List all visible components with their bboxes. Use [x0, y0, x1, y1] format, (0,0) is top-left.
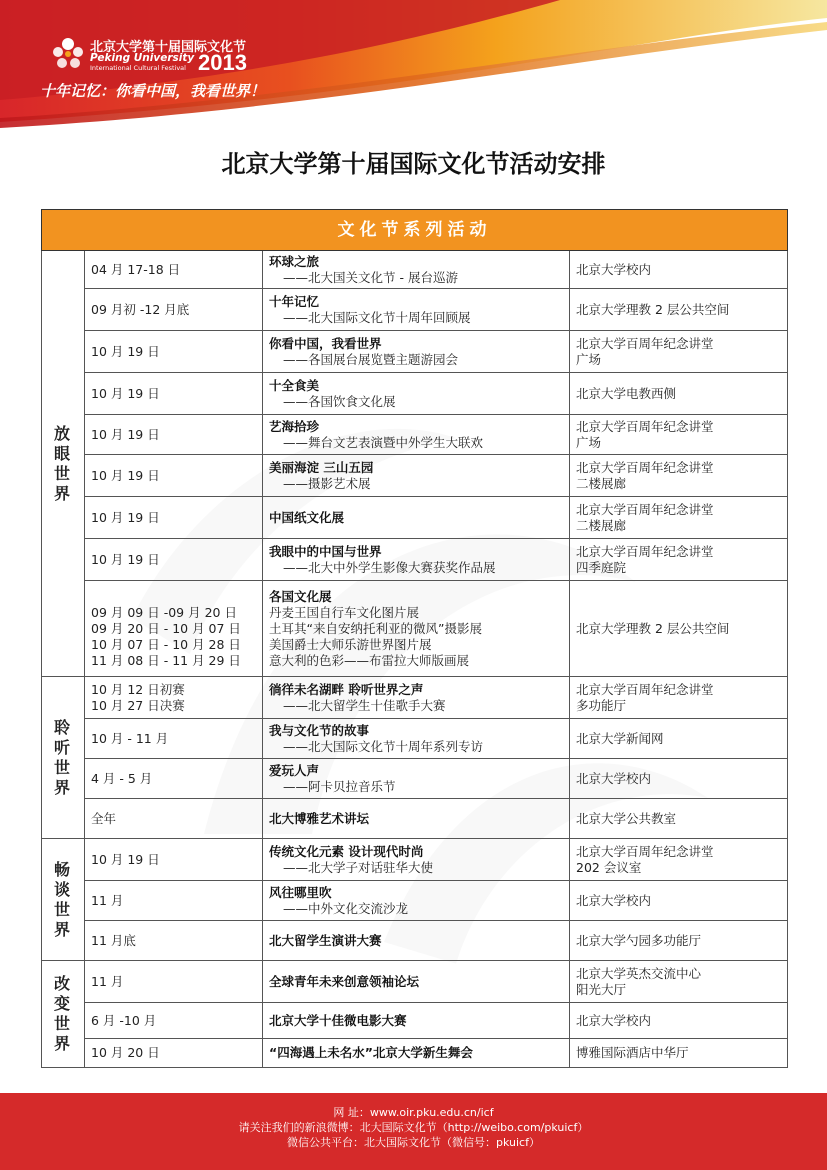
footer-weibo: 请关注我们的新浪微博：北大国际文化节（http://weibo.com/pkuicf）	[238, 1121, 589, 1134]
date-line: 10 月 19 日	[91, 343, 160, 359]
location-line: 博雅国际酒店中华厅	[576, 1045, 689, 1060]
date-cell	[85, 455, 263, 497]
activity-title: 传统文化元素 设计现代时尚	[269, 843, 424, 859]
date-cell	[85, 677, 263, 719]
date-cell	[85, 415, 263, 455]
location-cell	[570, 497, 788, 539]
table-row	[42, 539, 788, 581]
date-line: 4 月 - 5 月	[91, 770, 153, 786]
activity-title: 北京大学十佳微电影大赛	[269, 1012, 407, 1028]
location-line: 北京大学百周年纪念讲堂	[576, 681, 714, 697]
location-line: 北京大学百周年纪念讲堂	[576, 501, 714, 517]
table-row	[42, 799, 788, 839]
category-label: 改变世界	[54, 974, 73, 1053]
location-line: 北京大学校内	[576, 261, 652, 277]
date-line: 10 月 12 日初赛	[91, 681, 185, 697]
location-line: 北京大学理教 2 层公共空间	[576, 301, 730, 317]
date-line: 10 月 19 日	[91, 385, 160, 401]
table-row	[42, 497, 788, 539]
location-line: 多功能厅	[576, 697, 627, 713]
category-label: 放眼世界	[54, 423, 73, 503]
activity-cell	[263, 1003, 570, 1039]
activity-title: 十年记忆	[269, 293, 320, 309]
activity-line: 丹麦王国自行车文化图片展	[269, 604, 420, 620]
festival-logo	[48, 30, 288, 78]
date-cell	[85, 1003, 263, 1039]
activity-title: 艺海拾珍	[269, 418, 320, 434]
date-cell	[85, 719, 263, 759]
activity-title: 北大留学生演讲大赛	[269, 932, 382, 948]
activity-subtitle: ——北大中外学生影像大赛获奖作品展	[283, 559, 496, 575]
date-line: 11 月	[91, 892, 124, 908]
location-line: 阳光大厅	[576, 981, 627, 997]
date-line: 10 月 20 日	[91, 1045, 160, 1060]
category-cell	[42, 961, 85, 1068]
table-row	[42, 415, 788, 455]
date-line: 10 月 07 日 - 10 月 28 日	[91, 636, 241, 652]
activity-title: “四海遇上未名水”北京大学新生舞会	[269, 1045, 473, 1060]
category-cell	[42, 677, 85, 839]
activity-title: 我与文化节的故事	[269, 722, 370, 738]
activity-cell	[263, 581, 570, 677]
table-row	[42, 839, 788, 881]
date-line	[91, 589, 256, 605]
date-cell	[85, 961, 263, 1003]
table-row	[42, 455, 788, 497]
date-cell	[85, 1039, 263, 1068]
date-cell	[85, 373, 263, 415]
location-cell	[570, 581, 788, 677]
location-cell	[570, 539, 788, 581]
activity-subtitle: ——摄影艺术展	[283, 475, 371, 491]
date-line: 11 月	[91, 973, 124, 989]
table-header: 文化节系列活动	[42, 210, 788, 251]
location-cell	[570, 1039, 788, 1068]
activity-title: 徜徉未名湖畔 聆听世界之声	[269, 681, 424, 697]
footer	[0, 1093, 827, 1170]
location-line: 北京大学百周年纪念讲堂	[576, 418, 714, 434]
table-row	[42, 289, 788, 331]
activity-subtitle: ——舞台文艺表演暨中外学生大联欢	[283, 434, 484, 450]
location-line: 北京大学勺园多功能厅	[576, 932, 702, 948]
activity-subtitle: ——北大国关文化节 - 展台巡游	[283, 269, 458, 285]
location-cell	[570, 921, 788, 961]
table-row	[42, 921, 788, 961]
location-line: 北京大学公共教室	[576, 810, 677, 826]
activity-line: 美国爵士大师乐游世界图片展	[269, 636, 432, 652]
activity-title: 美丽海淀 三山五园	[269, 459, 374, 475]
activity-title: 你看中国，我看世界	[269, 335, 382, 351]
location-cell	[570, 331, 788, 373]
activity-subtitle: ——中外文化交流沙龙	[283, 900, 409, 916]
activity-title: 风往哪里吹	[269, 884, 332, 900]
category-label: 畅谈世界	[54, 859, 73, 939]
location-cell	[570, 799, 788, 839]
table-row	[42, 331, 788, 373]
activity-cell	[263, 455, 570, 497]
table-header-row	[42, 210, 788, 251]
location-cell	[570, 289, 788, 331]
date-cell	[85, 539, 263, 581]
activity-subtitle: ——阿卡贝拉音乐节	[283, 778, 396, 794]
location-cell	[570, 961, 788, 1003]
date-cell	[85, 289, 263, 331]
header-band	[0, 0, 827, 130]
activity-subtitle: ——北大留学生十佳歌手大赛	[283, 697, 446, 713]
date-line: 09 月 09 日 -09 月 20 日	[91, 604, 237, 620]
date-cell	[85, 331, 263, 373]
location-line: 北京大学校内	[576, 1012, 652, 1028]
date-cell	[85, 799, 263, 839]
table-row	[42, 373, 788, 415]
date-cell	[85, 251, 263, 289]
location-line: 北京大学校内	[576, 770, 652, 786]
table-row	[42, 759, 788, 799]
date-line: 10 月 19 日	[91, 551, 160, 567]
activity-title: 北大博雅艺术讲坛	[269, 810, 370, 826]
activity-cell	[263, 331, 570, 373]
table-row	[42, 251, 788, 289]
location-line: 北京大学百周年纪念讲堂	[576, 843, 714, 859]
table-row	[42, 677, 788, 719]
activity-line: 土耳其“来自安纳托利亚的微风”摄影展	[269, 620, 482, 636]
location-cell	[570, 455, 788, 497]
date-line: 09 月初 -12 月底	[91, 301, 190, 317]
date-line: 10 月 19 日	[91, 509, 160, 525]
location-line: 二楼展廊	[576, 517, 627, 533]
table-row	[42, 961, 788, 1003]
location-cell	[570, 759, 788, 799]
date-cell	[85, 497, 263, 539]
date-line: 11 月 08 日 - 11 月 29 日	[91, 652, 241, 668]
date-cell	[85, 881, 263, 921]
activity-title: 爱玩人声	[269, 762, 320, 778]
activity-cell	[263, 677, 570, 719]
location-cell	[570, 677, 788, 719]
activity-subtitle: ——北大学子对话驻华大使	[283, 859, 434, 875]
activity-cell	[263, 289, 570, 331]
activity-cell	[263, 1039, 570, 1068]
activity-cell	[263, 759, 570, 799]
location-line: 北京大学新闻网	[576, 730, 664, 746]
activity-cell	[263, 415, 570, 455]
date-line: 10 月 19 日	[91, 426, 160, 442]
location-line: 北京大学电教西侧	[576, 385, 677, 401]
location-line: 广场	[576, 351, 602, 367]
date-line: 10 月 - 11 月	[91, 730, 169, 746]
activity-subtitle: ——各国展台展览暨主题游园会	[283, 351, 459, 367]
location-cell	[570, 373, 788, 415]
activity-cell	[263, 961, 570, 1003]
category-cell	[42, 251, 85, 677]
date-line: 04 月 17-18 日	[91, 261, 181, 277]
location-cell	[570, 839, 788, 881]
page-title: 北京大学第十届国际文化节活动安排	[221, 149, 606, 178]
location-line: 四季庭院	[576, 559, 627, 575]
date-cell	[85, 759, 263, 799]
date-line: 09 月 20 日 - 10 月 07 日	[91, 620, 241, 636]
activity-title: 各国文化展	[269, 588, 332, 604]
activity-cell	[263, 497, 570, 539]
date-cell	[85, 581, 263, 677]
activity-subtitle: ——各国饮食文化展	[283, 393, 396, 409]
location-line: 北京大学百周年纪念讲堂	[576, 459, 714, 475]
activity-cell	[263, 373, 570, 415]
date-line: 10 月 19 日	[91, 467, 160, 483]
table-row	[42, 1003, 788, 1039]
activity-title: 全球青年未来创意领袖论坛	[269, 973, 420, 989]
activity-title: 中国纸文化展	[269, 509, 345, 525]
schedule-table	[41, 209, 788, 1068]
date-line: 6 月 -10 月	[91, 1012, 157, 1028]
date-line: 10 月 19 日	[91, 851, 160, 867]
table-row	[42, 881, 788, 921]
location-cell	[570, 251, 788, 289]
activity-title: 我眼中的中国与世界	[269, 543, 382, 559]
activity-cell	[263, 881, 570, 921]
location-line: 北京大学校内	[576, 892, 652, 908]
activity-cell	[263, 251, 570, 289]
date-cell	[85, 921, 263, 961]
activity-cell	[263, 921, 570, 961]
activity-title: 十全食美	[269, 377, 320, 393]
logo-english-subtitle: International Cultural Festival	[90, 64, 186, 72]
activity-cell	[263, 839, 570, 881]
category-label: 聆听世界	[54, 717, 73, 797]
category-cell	[42, 839, 85, 961]
location-line: 202 会议室	[576, 859, 642, 875]
activity-cell	[263, 799, 570, 839]
table-row	[42, 581, 788, 677]
footer-wechat: 微信公共平台：北大国际文化节（微信号：pkuicf）	[287, 1136, 540, 1149]
location-line: 北京大学英杰交流中心	[576, 965, 702, 981]
logo-chinese-name: 北京大学第十届国际文化节	[90, 40, 247, 55]
activity-line: 意大利的色彩——布雷拉大师版画展	[269, 652, 470, 668]
date-line: 全年	[91, 810, 117, 826]
date-cell	[85, 839, 263, 881]
activity-subtitle: ——北大国际文化节十周年系列专访	[283, 738, 484, 754]
slogan: 十年记忆：你看中国，我看世界！	[40, 82, 266, 100]
activity-title: 环球之旅	[269, 253, 320, 269]
logo-english-name: Peking University	[90, 52, 195, 64]
location-cell	[570, 719, 788, 759]
location-cell	[570, 1003, 788, 1039]
location-line: 广场	[576, 434, 602, 450]
location-line: 北京大学理教 2 层公共空间	[576, 620, 730, 636]
location-cell	[570, 881, 788, 921]
footer-website: 网 址：www.oir.pku.edu.cn/icf	[333, 1106, 494, 1119]
date-line: 11 月底	[91, 932, 136, 948]
date-line: 10 月 27 日决赛	[91, 697, 185, 713]
location-line: 北京大学百周年纪念讲堂	[576, 543, 714, 559]
activity-subtitle: ——北大国际文化节十周年回顾展	[283, 309, 471, 325]
logo-year: 2013	[198, 50, 247, 75]
activity-cell	[263, 719, 570, 759]
table-row	[42, 1039, 788, 1068]
location-cell	[570, 415, 788, 455]
table-row	[42, 719, 788, 759]
flower-logo-icon	[48, 32, 88, 74]
location-line: 北京大学百周年纪念讲堂	[576, 335, 714, 351]
location-line: 二楼展廊	[576, 475, 627, 491]
activity-cell	[263, 539, 570, 581]
